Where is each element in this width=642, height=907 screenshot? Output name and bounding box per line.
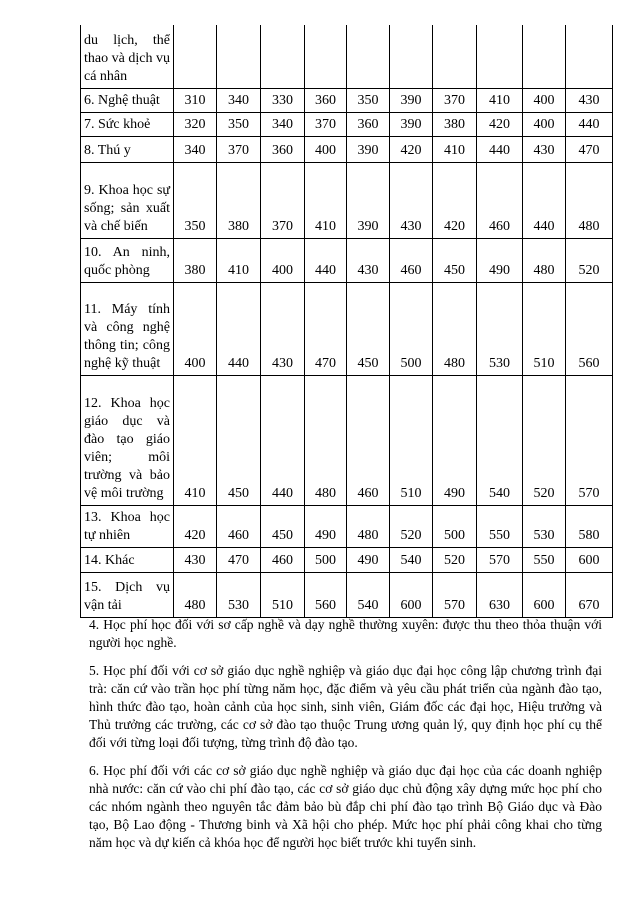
fee-cell: 380 bbox=[217, 162, 261, 238]
fee-cell: 450 bbox=[347, 282, 390, 375]
table-row bbox=[81, 375, 613, 505]
table-row bbox=[81, 88, 613, 112]
table-row bbox=[81, 238, 613, 282]
fee-cell: 450 bbox=[261, 505, 305, 547]
fee-cell: 410 bbox=[174, 375, 217, 505]
fee-cell: 600 bbox=[523, 572, 566, 617]
fee-cell: 420 bbox=[433, 162, 477, 238]
fee-cell: 350 bbox=[347, 88, 390, 112]
fee-cell: 480 bbox=[174, 572, 217, 617]
fee-cell: 470 bbox=[217, 547, 261, 572]
table-body bbox=[81, 25, 613, 617]
table-row bbox=[81, 25, 613, 88]
fee-cell: 520 bbox=[566, 238, 613, 282]
fee-cell: 670 bbox=[566, 572, 613, 617]
fee-cell: 340 bbox=[174, 136, 217, 162]
fee-cell: 380 bbox=[174, 238, 217, 282]
fee-cell bbox=[477, 25, 523, 88]
table-row bbox=[81, 136, 613, 162]
fee-cell: 320 bbox=[174, 112, 217, 136]
fee-cell bbox=[523, 25, 566, 88]
fee-cell: 500 bbox=[433, 505, 477, 547]
table-row bbox=[81, 572, 613, 617]
fee-cell: 600 bbox=[566, 547, 613, 572]
fee-cell: 370 bbox=[305, 112, 347, 136]
fee-cell: 450 bbox=[433, 238, 477, 282]
fee-cell: 490 bbox=[477, 238, 523, 282]
paragraph-4: 4. Học phí học đối với sơ cấp nghề và dạy nghề thường xuyên: được thu theo thỏa thuận với người học nghề. bbox=[89, 617, 602, 650]
row-label: 13. Khoa học tự nhiên bbox=[81, 505, 174, 547]
fee-cell: 440 bbox=[305, 238, 347, 282]
row-label: 12. Khoa học giáo dục và đào tạo giáo viên; môi trường và bảo vệ môi trường bbox=[81, 375, 174, 505]
fee-cell: 440 bbox=[217, 282, 261, 375]
fee-cell: 400 bbox=[523, 88, 566, 112]
fee-cell: 490 bbox=[305, 505, 347, 547]
fee-cell: 480 bbox=[566, 162, 613, 238]
fee-cell: 530 bbox=[477, 282, 523, 375]
fee-cell: 460 bbox=[477, 162, 523, 238]
fee-cell bbox=[305, 25, 347, 88]
fee-cell: 310 bbox=[174, 88, 217, 112]
fee-cell: 510 bbox=[523, 282, 566, 375]
fee-cell: 440 bbox=[566, 112, 613, 136]
fee-cell: 460 bbox=[217, 505, 261, 547]
fee-cell: 410 bbox=[305, 162, 347, 238]
fee-cell: 480 bbox=[523, 238, 566, 282]
fee-cell: 430 bbox=[174, 547, 217, 572]
fee-cell: 410 bbox=[217, 238, 261, 282]
row-label: 11. Máy tính và công nghệ thông tin; công nghệ kỹ thuật bbox=[81, 282, 174, 375]
fee-cell: 530 bbox=[217, 572, 261, 617]
fee-cell: 530 bbox=[523, 505, 566, 547]
table-row bbox=[81, 112, 613, 136]
row-label: du lịch, thể thao và dịch vụ cá nhân bbox=[81, 25, 174, 88]
fee-cell: 430 bbox=[390, 162, 433, 238]
row-label: 15. Dịch vụ vận tải bbox=[81, 572, 174, 617]
fee-cell: 490 bbox=[433, 375, 477, 505]
fee-cell: 520 bbox=[433, 547, 477, 572]
fee-cell bbox=[566, 25, 613, 88]
fee-cell: 390 bbox=[390, 88, 433, 112]
fee-cell: 400 bbox=[174, 282, 217, 375]
fee-cell: 330 bbox=[261, 88, 305, 112]
table-row bbox=[81, 547, 613, 572]
fee-cell: 580 bbox=[566, 505, 613, 547]
fee-cell: 400 bbox=[305, 136, 347, 162]
fee-cell: 570 bbox=[566, 375, 613, 505]
fee-cell: 440 bbox=[261, 375, 305, 505]
fee-cell: 390 bbox=[347, 136, 390, 162]
paragraph-6: 6. Học phí đối với các cơ sở giáo dục nghề nghiệp và giáo dục đại học của các doanh nghiệp nhà nước: căn cứ vào chi phí đào tạo, các cơ sở giáo dục chủ động xây dựng mức học phí cho các nhóm ngành theo nguyên tắc đảm bảo bù đắp chi phí đào tạo trình Bộ Giáo dục và Đào tạo, Bộ Lao động - Thương binh và Xã hội cho phép. Mức học phí phải công khai cho từng năm học và dự kiến cả khóa học để người học biết trước khi tuyển sinh. bbox=[89, 763, 602, 850]
fee-cell bbox=[433, 25, 477, 88]
fee-cell: 450 bbox=[217, 375, 261, 505]
body-paragraphs bbox=[89, 616, 602, 862]
row-label: 10. An ninh, quốc phòng bbox=[81, 238, 174, 282]
row-label: 14. Khác bbox=[81, 547, 174, 572]
fee-cell: 630 bbox=[477, 572, 523, 617]
fee-cell: 350 bbox=[217, 112, 261, 136]
fee-cell: 420 bbox=[477, 112, 523, 136]
fee-cell: 370 bbox=[433, 88, 477, 112]
fee-cell: 350 bbox=[174, 162, 217, 238]
fee-cell: 380 bbox=[433, 112, 477, 136]
fee-cell: 570 bbox=[477, 547, 523, 572]
fee-cell: 520 bbox=[523, 375, 566, 505]
fee-cell: 410 bbox=[477, 88, 523, 112]
fee-cell: 490 bbox=[347, 547, 390, 572]
table-row bbox=[81, 282, 613, 375]
fee-cell: 470 bbox=[305, 282, 347, 375]
row-label: 8. Thú y bbox=[81, 136, 174, 162]
fee-cell bbox=[217, 25, 261, 88]
table-row bbox=[81, 162, 613, 238]
fee-cell: 430 bbox=[347, 238, 390, 282]
fee-cell: 480 bbox=[347, 505, 390, 547]
fee-cell: 370 bbox=[217, 136, 261, 162]
fee-cell: 340 bbox=[261, 112, 305, 136]
fee-cell: 540 bbox=[390, 547, 433, 572]
fee-cell: 550 bbox=[523, 547, 566, 572]
row-label: 9. Khoa học sự sống; sản xuất và chế biến bbox=[81, 162, 174, 238]
fee-cell bbox=[174, 25, 217, 88]
fee-cell: 360 bbox=[261, 136, 305, 162]
fee-cell: 340 bbox=[217, 88, 261, 112]
fee-cell: 510 bbox=[261, 572, 305, 617]
fee-cell: 400 bbox=[523, 112, 566, 136]
fee-cell: 520 bbox=[390, 505, 433, 547]
paragraph-5: 5. Học phí đối với cơ sở giáo dục nghề nghiệp và giáo dục đại học công lập chương trình đại trà: căn cứ vào trần học phí từng năm học, đặc điểm và yêu cầu phát triển của ngành đào tạo, hình thức đào tạo, hoàn cảnh của học sinh, sinh viên, Giám đốc các đại học, Hiệu trưởng và Thủ trưởng các trường, các cơ sở đào tạo thuộc Trung ương quản lý, quy định học phí cụ thể đối với từng loại đối tượng, từng trình độ đào tạo. bbox=[89, 663, 602, 750]
fee-cell: 360 bbox=[305, 88, 347, 112]
fee-cell: 500 bbox=[390, 282, 433, 375]
fee-cell: 390 bbox=[347, 162, 390, 238]
fee-cell: 460 bbox=[261, 547, 305, 572]
fee-cell: 470 bbox=[566, 136, 613, 162]
fee-cell: 460 bbox=[347, 375, 390, 505]
fee-cell bbox=[347, 25, 390, 88]
fee-cell: 400 bbox=[261, 238, 305, 282]
fee-cell: 430 bbox=[261, 282, 305, 375]
fee-cell: 370 bbox=[261, 162, 305, 238]
fee-cell: 540 bbox=[477, 375, 523, 505]
row-label: 6. Nghệ thuật bbox=[81, 88, 174, 112]
fee-cell: 600 bbox=[390, 572, 433, 617]
fee-cell: 430 bbox=[566, 88, 613, 112]
row-label: 7. Sức khoẻ bbox=[81, 112, 174, 136]
fee-cell: 500 bbox=[305, 547, 347, 572]
fee-cell: 420 bbox=[174, 505, 217, 547]
tuition-fee-table bbox=[80, 25, 613, 618]
fee-cell bbox=[261, 25, 305, 88]
table-row bbox=[81, 505, 613, 547]
fee-cell: 480 bbox=[305, 375, 347, 505]
fee-cell: 570 bbox=[433, 572, 477, 617]
fee-cell bbox=[390, 25, 433, 88]
fee-cell: 440 bbox=[523, 162, 566, 238]
fee-cell: 480 bbox=[433, 282, 477, 375]
fee-cell: 360 bbox=[347, 112, 390, 136]
fee-cell: 560 bbox=[566, 282, 613, 375]
fee-cell: 460 bbox=[390, 238, 433, 282]
fee-cell: 550 bbox=[477, 505, 523, 547]
fee-cell: 390 bbox=[390, 112, 433, 136]
fee-cell: 560 bbox=[305, 572, 347, 617]
fee-cell: 440 bbox=[477, 136, 523, 162]
fee-cell: 430 bbox=[523, 136, 566, 162]
fee-cell: 510 bbox=[390, 375, 433, 505]
fee-cell: 420 bbox=[390, 136, 433, 162]
fee-cell: 540 bbox=[347, 572, 390, 617]
fee-cell: 410 bbox=[433, 136, 477, 162]
